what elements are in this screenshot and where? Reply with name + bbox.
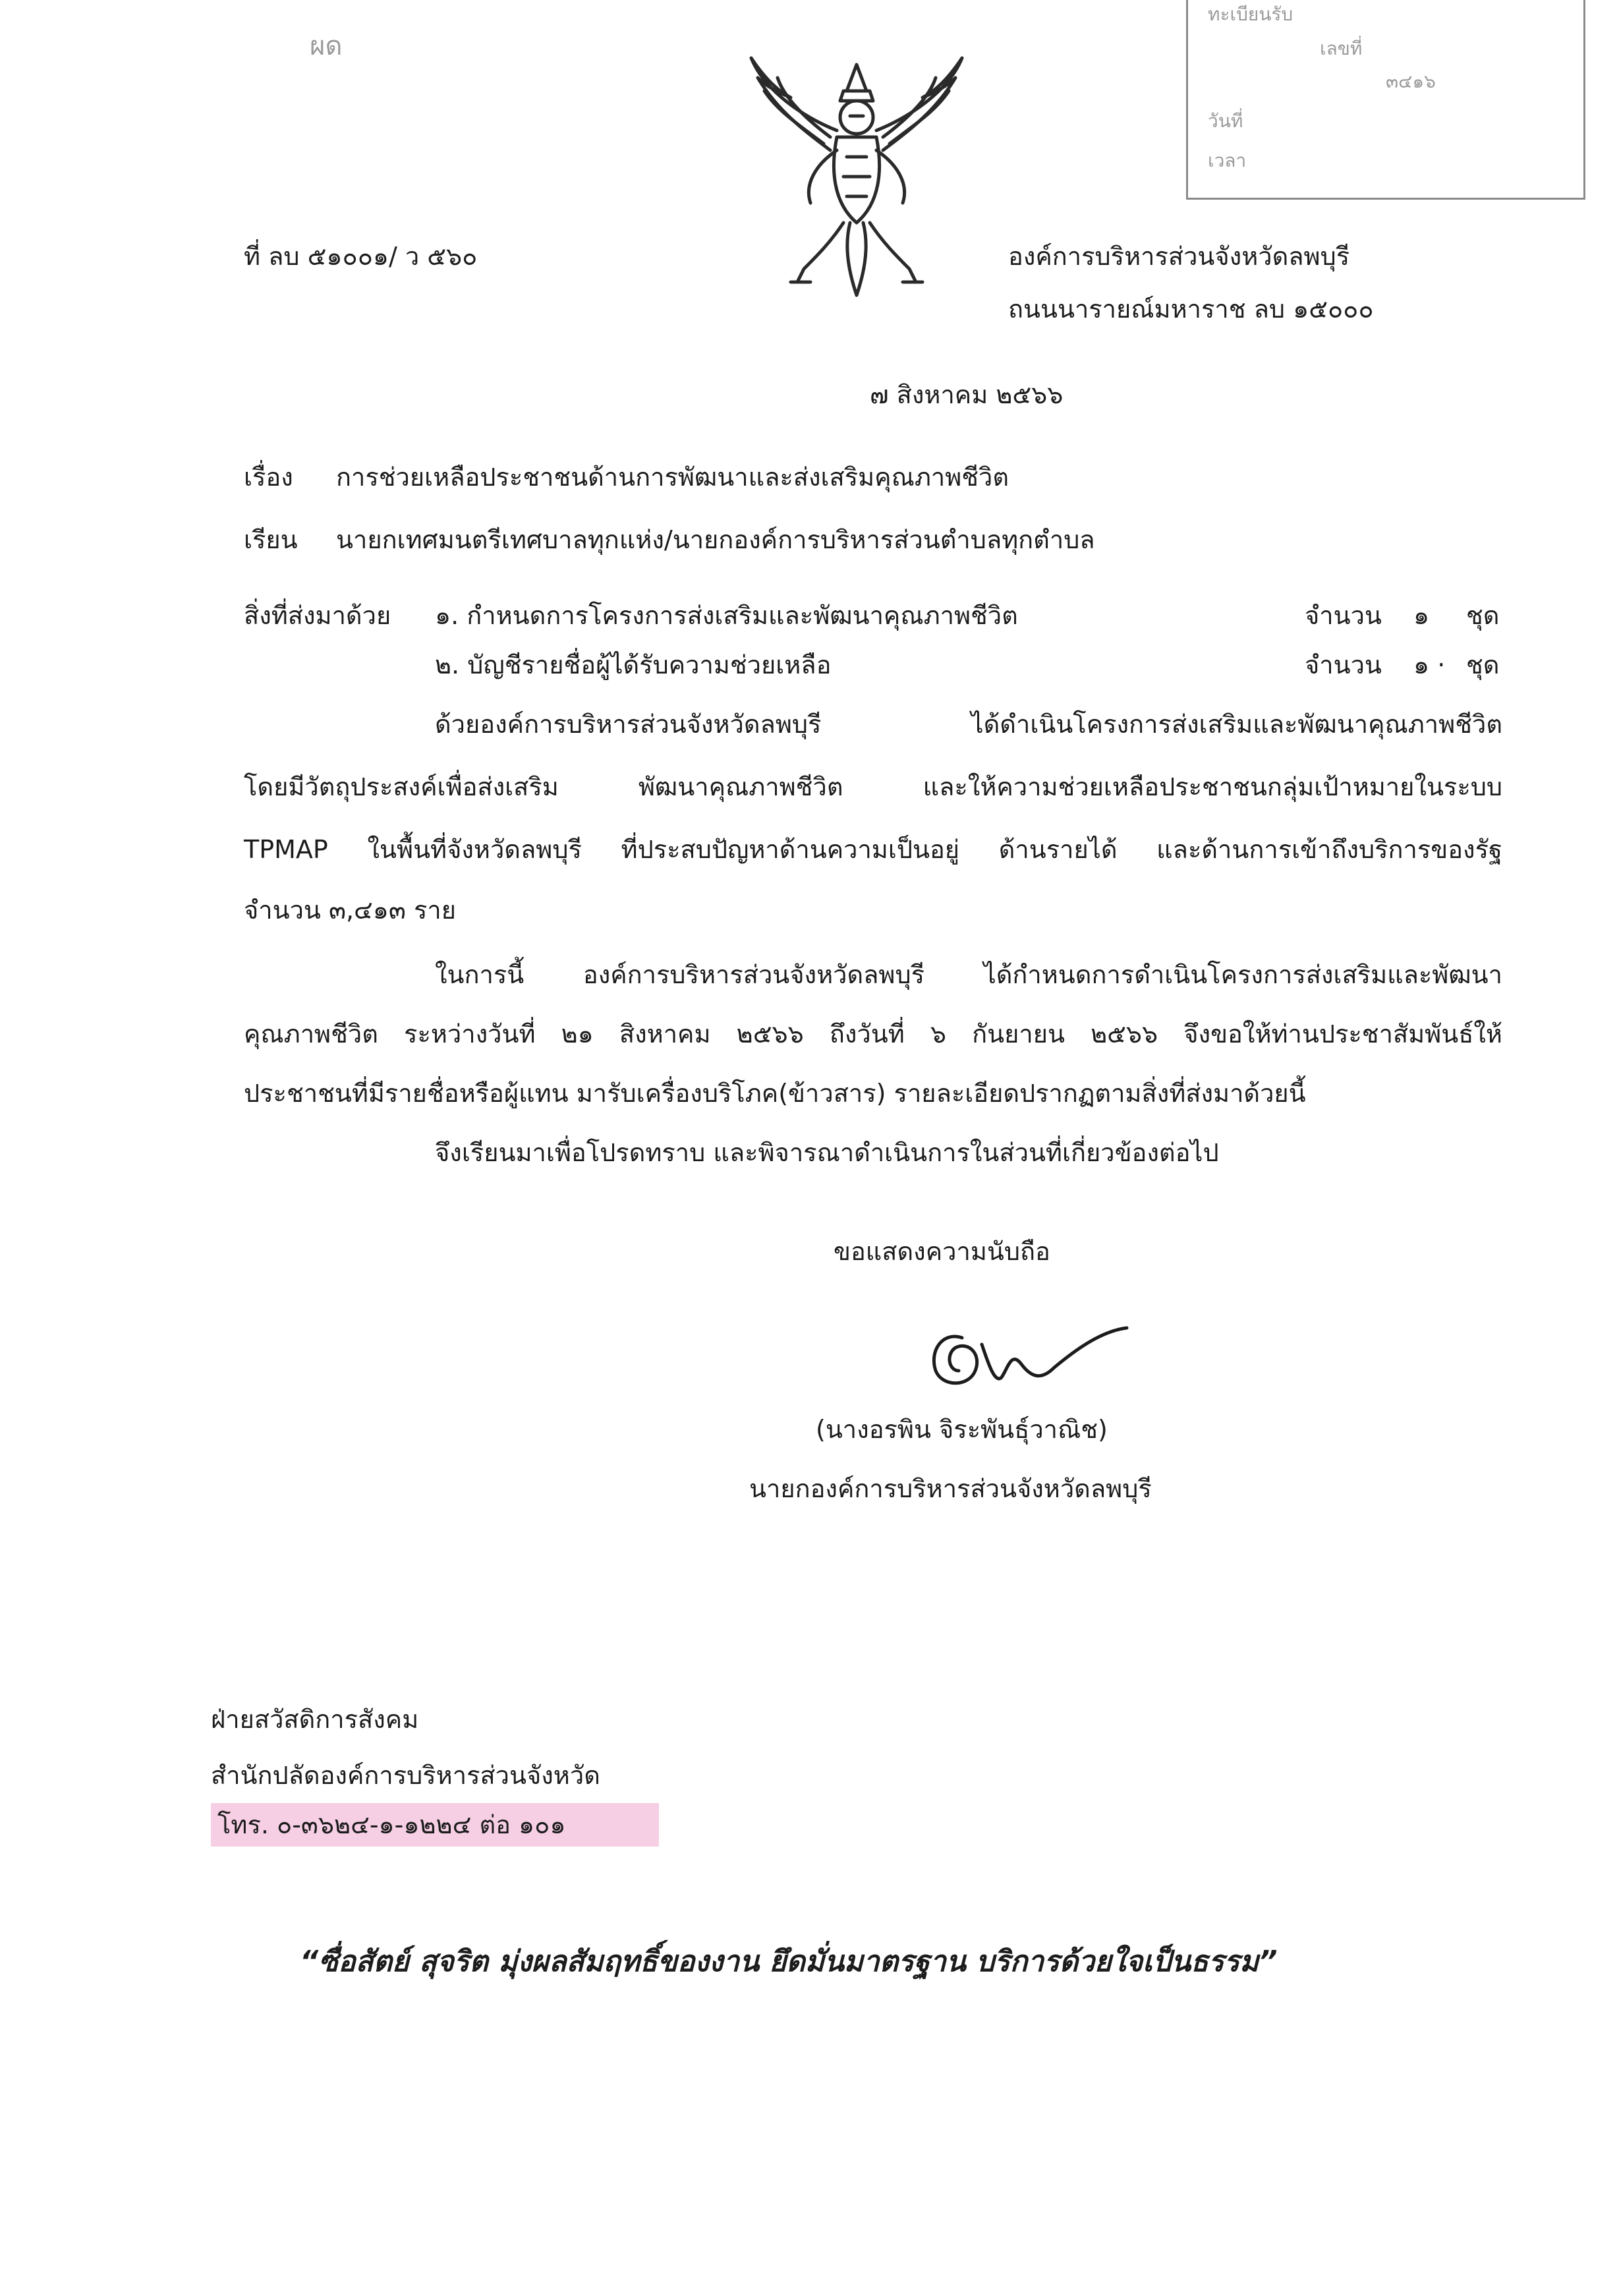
stamp-line: วันที่ (1208, 110, 1243, 132)
stamp-line: ทะเบียนรับ (1208, 3, 1293, 25)
contact-department: ฝ่ายสวัสดิการสังคม (211, 1705, 419, 1734)
org-name: องค์การบริหารส่วนจังหวัดลพบุรี (1008, 242, 1350, 271)
body-line: โดยมีวัตถุประสงค์เพื่อส่งเสริม พัฒนาคุณภาพชีวิต และให้ความช่วยเหลือประชาชนกลุ่มเป้าหมายในระบบ (244, 772, 1502, 801)
body-line: TPMAP ในพื้นที่จังหวัดลพบุรี ที่ประสบปัญหาด้านความเป็นอยู่ ด้านรายได้ และด้านการเข้าถึงบริการของรัฐ (244, 835, 1502, 864)
subject-label: เรื่อง (244, 463, 293, 492)
letter-date: ๗ สิงหาคม ๒๕๖๖ (870, 380, 1064, 409)
enclosure-text: ๑. กำหนดการโครงการส่งเสริมและพัฒนาคุณภาพชีวิต (435, 601, 1018, 630)
enclosure-qty: ๑ · (1413, 650, 1446, 679)
enclosure-qty-label: จำนวน (1305, 601, 1382, 630)
signer-title: นายกองค์การบริหารส่วนจังหวัดลพบุรี (749, 1474, 1152, 1503)
body-line: จำนวน ๓,๔๑๓ ราย (244, 896, 456, 925)
body-line: ในการนี้ องค์การบริหารส่วนจังหวัดลพบุรี ได้กำหนดการดำเนินโครงการส่งเสริมและพัฒนา (435, 960, 1502, 989)
stamp-line: เลขที่ (1320, 38, 1363, 59)
signature (916, 1305, 1140, 1404)
organization-motto: “ซื่อสัตย์ สุจริต มุ่งผลสัมฤทธิ์ของงาน ยึดมั่นมาตรฐาน บริการด้วยใจเป็นธรรม” (300, 1945, 1278, 1978)
contact-office: สำนักปลัดองค์การบริหารส่วนจังหวัด (211, 1761, 600, 1790)
enclosure-text: ๒. บัญชีรายชื่อผู้ได้รับความช่วยเหลือ (435, 650, 832, 679)
stamp-line: ๓๔๑๖ (1386, 71, 1436, 92)
org-address: ถนนนารายณ์มหาราช ลบ ๑๕๐๐๐ (1008, 295, 1374, 324)
body-line: ด้วยองค์การบริหารส่วนจังหวัดลพบุรี ได้ดำเนินโครงการส่งเสริมและพัฒนาคุณภาพชีวิต (435, 710, 1502, 739)
salutation: ขอแสดงความนับถือ (834, 1237, 1050, 1266)
closing-request: จึงเรียนมาเพื่อโปรดทราบ และพิจารณาดำเนินการในส่วนที่เกี่ยวข้องต่อไป (435, 1138, 1219, 1167)
enclosures-label: สิ่งที่ส่งมาด้วย (244, 601, 391, 630)
body-line: คุณภาพชีวิต ระหว่างวันที่ ๒๑ สิงหาคม ๒๕๖๖ ถึงวันที่ ๖ กันยายน ๒๕๖๖ จึงขอให้ท่านประชาสัมพันธ์ให้ (244, 1019, 1502, 1048)
handwritten-mark: ผด (310, 31, 343, 61)
registration-stamp (1186, 0, 1585, 200)
enclosure-qty: ๑ (1413, 601, 1430, 630)
recipient-text: นายกเทศมนตรีเทศบาลทุกแห่ง/นายกองค์การบริหารส่วนตำบลทุกตำบล (336, 525, 1095, 554)
garuda-emblem (738, 51, 975, 302)
reference-number: ที่ ลบ ๕๑๐๐๑/ ว ๕๖๐ (244, 242, 478, 271)
body-line: ประชาชนที่มีรายชื่อหรือผู้แทน มารับเครื่องบริโภค(ข้าวสาร) รายละเอียดปรากฏตามสิ่งที่ส่งมาด้วยนี้ (244, 1079, 1306, 1108)
enclosure-unit: ชุด (1466, 650, 1500, 679)
contact-phone: โทร. ๐-๓๖๒๔-๑-๑๒๒๔ ต่อ ๑๐๑ (217, 1810, 566, 1839)
signer-name: (นางอรพิน จิระพันธุ์วาณิช) (816, 1415, 1108, 1444)
enclosure-qty-label: จำนวน (1305, 650, 1382, 679)
subject-text: การช่วยเหลือประชาชนด้านการพัฒนาและส่งเสริมคุณภาพชีวิต (336, 463, 1009, 492)
enclosure-unit: ชุด (1466, 601, 1500, 630)
stamp-line: เวลา (1208, 150, 1247, 171)
recipient-label: เรียน (244, 525, 298, 554)
